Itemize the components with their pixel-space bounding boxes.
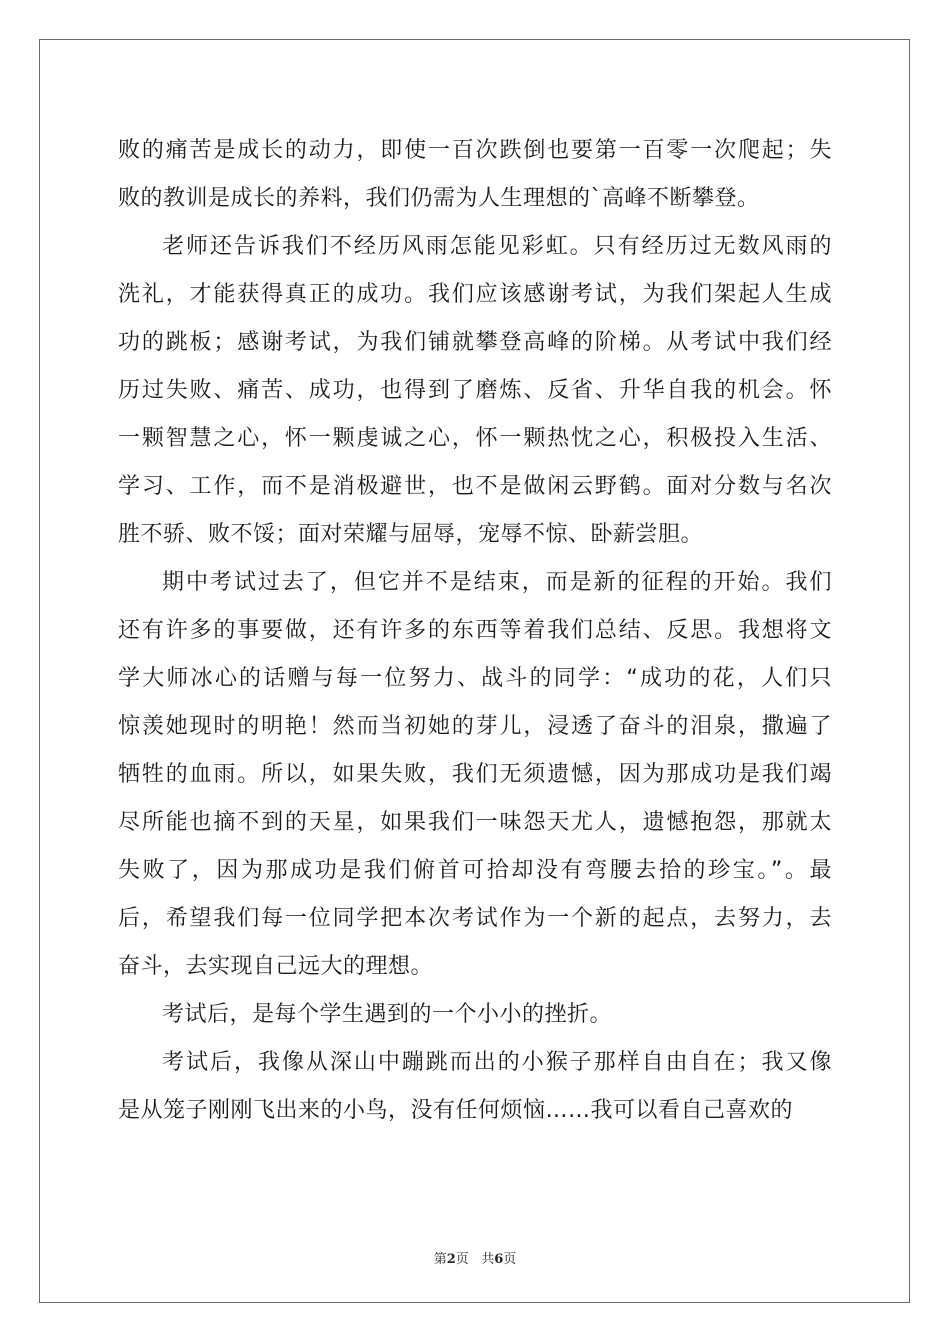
paragraph-line: 考试后，是每个学生遇到的一个小小的挫折。	[162, 1002, 613, 1027]
paragraph-line: 期中考试过去了，但它并不是结束，而是新的征程的开始。我们	[162, 570, 832, 595]
paragraph-line: 考试后，我像从深山中蹦跳而出的小猴子那样自由自在；我又像	[162, 1050, 832, 1075]
paragraph-line: 功的跳板；感谢考试，为我们铺就攀登高峰的阶梯。从考试中我们经	[118, 330, 832, 355]
paragraph-line: 一颗智慧之心，怀一颗虔诚之心，怀一颗热忱之心，积极投入生活、	[118, 426, 832, 451]
paragraph-line: 后，希望我们每一位同学把本次考试作为一个新的起点，去努力，去	[118, 906, 832, 931]
total-pages: 6	[494, 1252, 504, 1267]
paragraph-line: 胜不骄、败不馁；面对荣耀与屈辱，宠辱不惊、卧薪尝胆。	[118, 522, 704, 547]
paragraph-line: 学习、工作，而不是消极避世，也不是做闲云野鹤。面对分数与名次	[118, 474, 832, 499]
paragraph-line: 还有许多的事要做，还有许多的东西等着我们总结、反思。我想将文	[118, 618, 832, 643]
total-prefix: 共	[481, 1252, 495, 1267]
paragraph-line: 败的教训是成长的养料，我们仍需为人生理想的`高峰不断攀登。	[118, 186, 760, 211]
page-footer	[0, 1248, 950, 1267]
paragraph-line: 洗礼，才能获得真正的成功。我们应该感谢考试，为我们架起人生成	[118, 282, 832, 307]
paragraph-line: 败的痛苦是成长的动力，即使一百次跌倒也要第一百零一次爬起；失	[118, 138, 832, 163]
paragraph-line: 尽所能也摘不到的天星，如果我们一味怨天尤人，遗憾抱怨，那就太	[118, 810, 832, 835]
paragraph-line: 学大师冰心的话赠与每一位努力、战斗的同学：“成功的花，人们只	[118, 666, 832, 691]
page-prefix: 第	[433, 1252, 447, 1267]
paragraph-line: 老师还告诉我们不经历风雨怎能见彩虹。只有经历过无数风雨的	[162, 234, 832, 259]
paragraph-line: 牺牲的血雨。所以，如果失败，我们无须遗憾，因为那成功是我们竭	[118, 762, 832, 787]
page-suffix: 页	[455, 1252, 469, 1267]
paragraph-line: 是从笼子刚刚飞出来的小鸟，没有任何烦恼……我可以看自己喜欢的	[118, 1098, 794, 1123]
page-number: 2	[446, 1252, 456, 1267]
paragraph-line: 历过失败、痛苦、成功，也得到了磨炼、反省、升华自我的机会。怀	[118, 378, 832, 403]
document-body	[118, 127, 832, 1135]
paragraph-line: 惊羡她现时的明艳！然而当初她的芽儿，浸透了奋斗的泪泉，撒遍了	[118, 714, 832, 739]
paragraph-line: 失败了，因为那成功是我们俯首可拾却没有弯腰去拾的珍宝。”。最	[118, 858, 832, 883]
total-suffix: 页	[503, 1252, 517, 1267]
paragraph-line: 奋斗，去实现自己远大的理想。	[118, 954, 434, 979]
